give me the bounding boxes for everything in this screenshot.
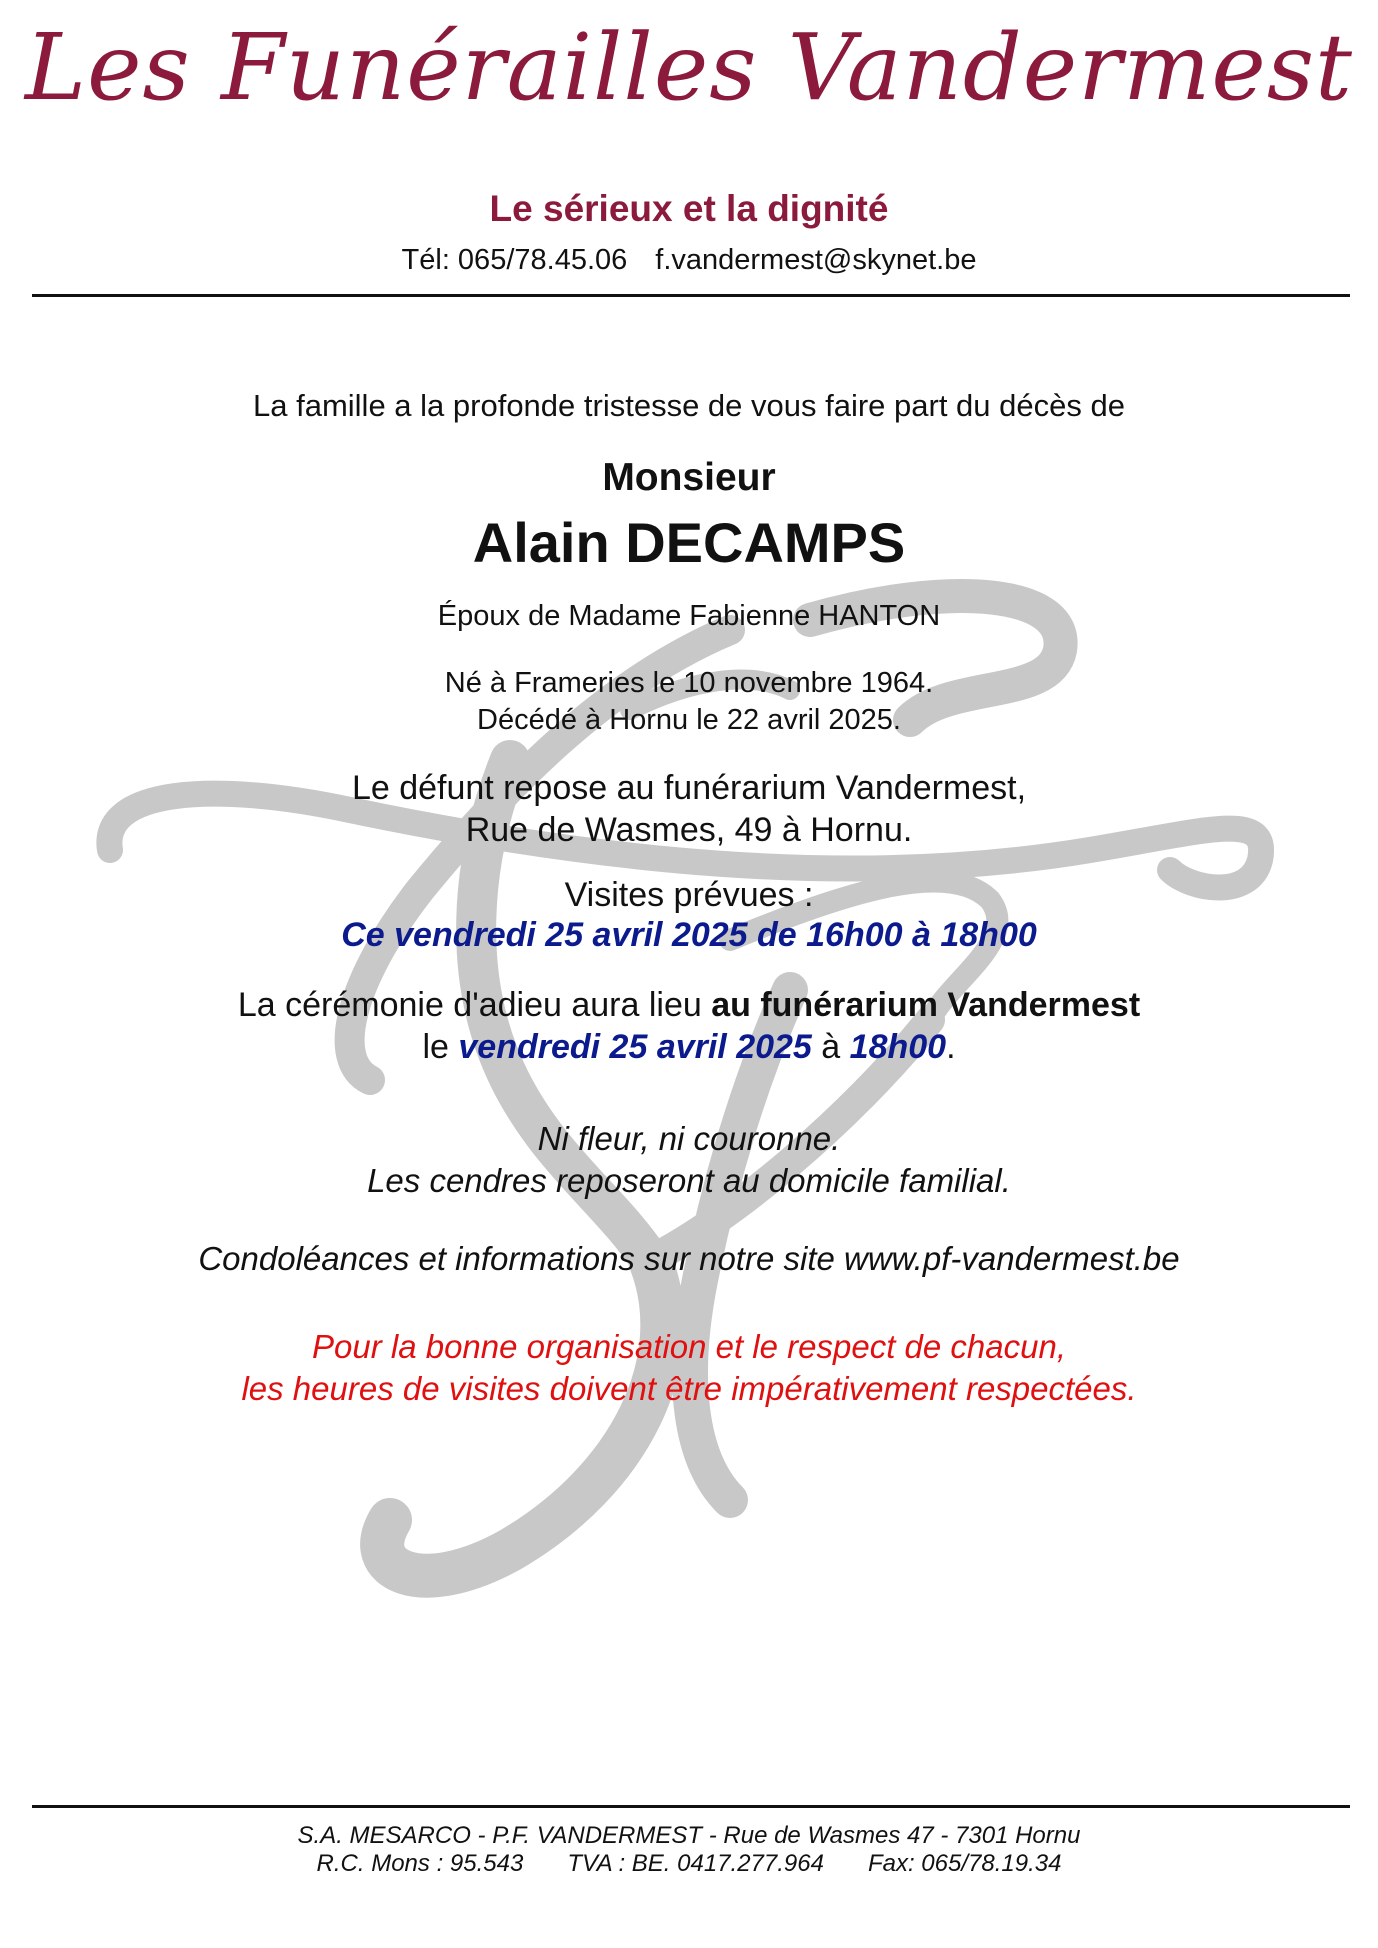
ceremony-a: à <box>811 1028 850 1066</box>
ceremony-place: au funérarium Vandermest <box>711 986 1141 1024</box>
rest-location <box>0 767 1378 851</box>
rest-line-2: Rue de Wasmes, 49 à Hornu. <box>465 811 913 849</box>
website-line[interactable]: Condoléances et informations sur notre site www.pf-vandermest.be <box>198 1240 1180 1277</box>
visit-warning <box>0 1326 1378 1410</box>
death-line: Décédé à Hornu le 22 avril 2025. <box>477 704 901 736</box>
rest-line-1: Le défunt repose au funérarium Vandermest, <box>351 769 1027 807</box>
intro-text: La famille a la profonde tristesse de vous faire part du décès de <box>253 388 1125 423</box>
footer <box>0 1822 1378 1878</box>
email-address[interactable]: f.vandermest@skynet.be <box>655 244 977 276</box>
visits-label: Visites prévues : <box>564 876 814 914</box>
footer-fax: Fax: 065/78.19.34 <box>867 1850 1062 1877</box>
spouse-line: Époux de Madame Fabienne HANTON <box>437 600 941 632</box>
birth-line: Né à Frameries le 10 novembre 1964. <box>444 667 934 699</box>
footer-tva: TVA : BE. 0417.277.964 <box>567 1850 824 1877</box>
ceremony-end: . <box>946 1028 956 1066</box>
ceremony-prefix: La cérémonie d'adieu aura lieu <box>237 986 712 1024</box>
life-dates <box>0 665 1378 739</box>
ceremony-le: le <box>422 1028 459 1066</box>
footer-rc: R.C. Mons : 95.543 <box>316 1850 524 1877</box>
footer-registration <box>0 1850 1378 1878</box>
ceremony-line-1 <box>0 984 1378 1026</box>
phone-number: Tél: 065/78.45.06 <box>401 244 628 276</box>
warning-line-1: Pour la bonne organisation et le respect de chacun, <box>311 1328 1066 1365</box>
ceremony-time: 18h00 <box>849 1028 947 1066</box>
civility: Monsieur <box>602 456 776 499</box>
deceased-name: Alain DECAMPS <box>472 511 906 574</box>
footer-divider <box>32 1805 1350 1808</box>
note-line-2: Les cendres reposeront au domicile familial. <box>367 1162 1011 1199</box>
brand-title: Les Funérailles Vandermest <box>24 14 1354 121</box>
ceremony-line-2 <box>0 1026 1378 1068</box>
ceremony-info <box>0 984 1378 1068</box>
note-line-1: Ni fleur, ni couronne. <box>537 1120 841 1157</box>
tagline: Le sérieux et la dignité <box>489 188 889 229</box>
warning-line-2: les heures de visites doivent être impérativement respectées. <box>241 1370 1137 1407</box>
footer-company: S.A. MESARCO - P.F. VANDERMEST - Rue de Wasmes 47 - 7301 Hornu <box>297 1822 1081 1849</box>
visits-time: Ce vendredi 25 avril 2025 de 16h00 à 18h00 <box>341 916 1037 954</box>
contact-line <box>0 244 1378 277</box>
ceremony-date: vendredi 25 avril 2025 <box>458 1028 812 1066</box>
header-divider <box>32 294 1350 297</box>
flowers-note <box>0 1118 1378 1202</box>
